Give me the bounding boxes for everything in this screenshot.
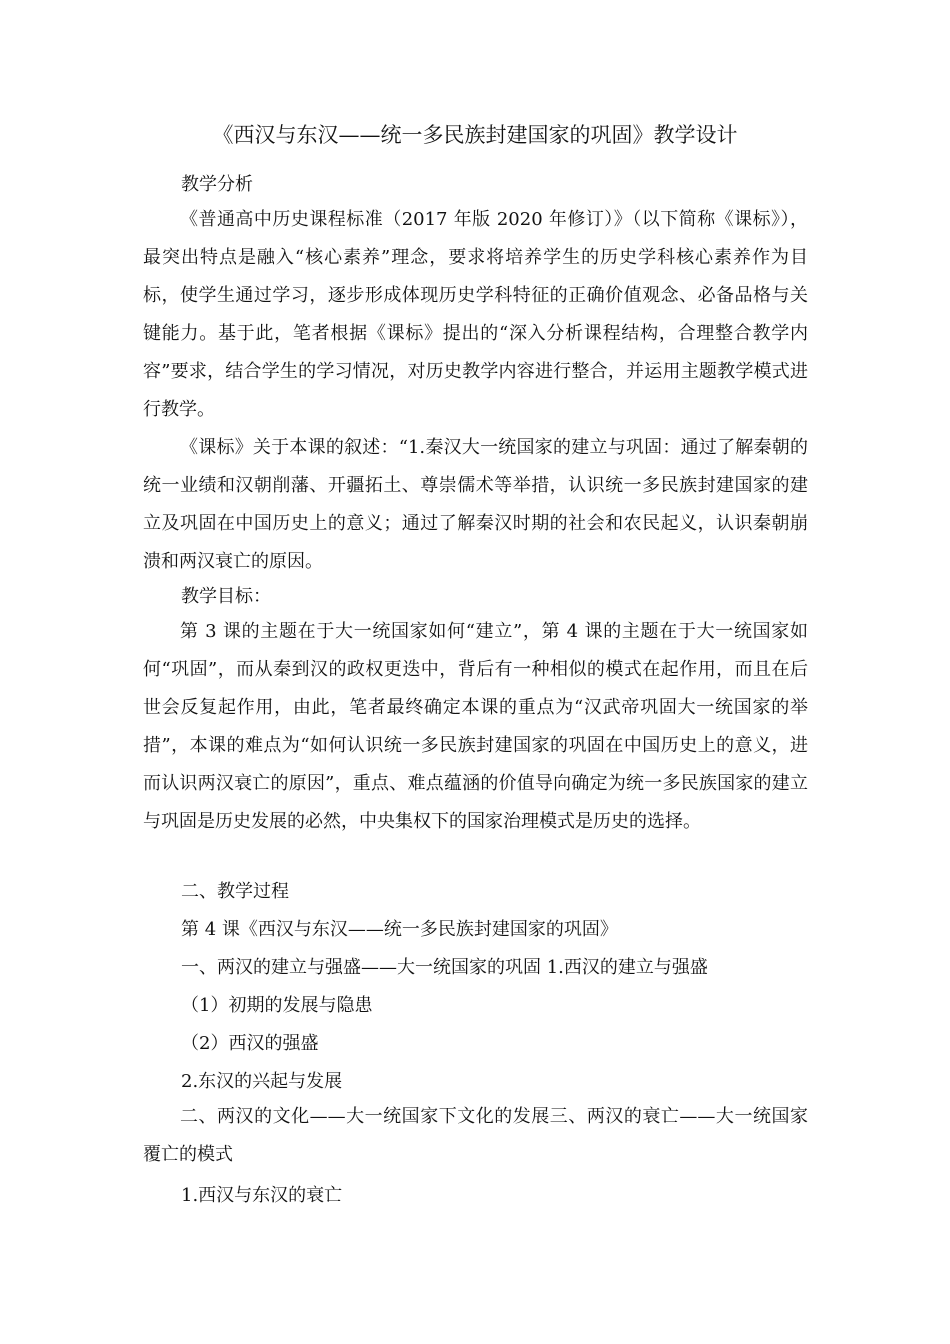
document-title: 《西汉与东汉——统一多民族封建国家的巩固》教学设计 (212, 123, 738, 147)
section-heading-analysis: 教学分析 (181, 174, 253, 195)
outline-item-4: 1.西汉与东汉的衰亡 (181, 1185, 343, 1206)
paragraph-curriculum-narrative: 《课标》关于本课的叙述：“1.秦汉大一统国家的建立与巩固：通过了解秦朝的统一业绩和汉朝削藩、开疆拓土、尊崇儒术等举措，认识统一多民族封建国家的建立及巩固在中国历史上的意义；通过了解秦汉时期的社会和农民起义，认识秦朝崩溃和两汉衰亡的原因。 (143, 437, 808, 572)
outline-item-1-2: （2）西汉的强盛 (181, 1033, 319, 1054)
outline-item-3: 二、两汉的文化——大一统国家下文化的发展三、两汉的衰亡——大一统国家覆亡的模式 (143, 1106, 808, 1165)
paragraph-teaching-goals: 第 3 课的主题在于大一统国家如何“建立”，第 4 课的主题在于大一统国家如何“巩固”，而从秦到汉的政权更迭中，背后有一种相似的模式在起作用，而且在后世会反复起作用，由此，笔者最终确定本课的重点为“汉武帝巩固大一统国家的举措”，本课的难点为“如何认识统一多民族封建国家的巩固在中国历史上的意义，进而认识两汉衰亡的原因”，重点、难点蕴涵的价值导向确定为统一多民族国家的建立与巩固是历史发展的必然，中央集权下的国家治理模式是历史的选择。 (143, 621, 808, 832)
outline-item-1: 一、两汉的建立与强盛——大一统国家的巩固 1.西汉的建立与强盛 (181, 957, 708, 978)
outline-item-1-1: （1）初期的发展与隐患 (181, 995, 373, 1016)
outline-item-2: 2.东汉的兴起与发展 (181, 1071, 343, 1092)
section-heading-process: 二、教学过程 (181, 881, 289, 902)
section-heading-goals: 教学目标： (181, 586, 271, 607)
lesson-title: 第 4 课《西汉与东汉——统一多民族封建国家的巩固》 (181, 919, 618, 940)
paragraph-curriculum-standard: 《普通高中历史课程标准（2017 年版 2020 年修订）》（以下简称《课标》），最突出特点是融入“核心素养”理念，要求将培养学生的历史学科核心素养作为目标，使学生通过学习，逐步形成体现历史学科特征的正确价值观念、必备品格与关键能力。基于此，笔者根据《课标》提出的“深入分析课程结构，合理整合教学内容”要求，结合学生的学习情况，对历史教学内容进行整合，并运用主题教学模式进行教学。 (143, 209, 808, 420)
